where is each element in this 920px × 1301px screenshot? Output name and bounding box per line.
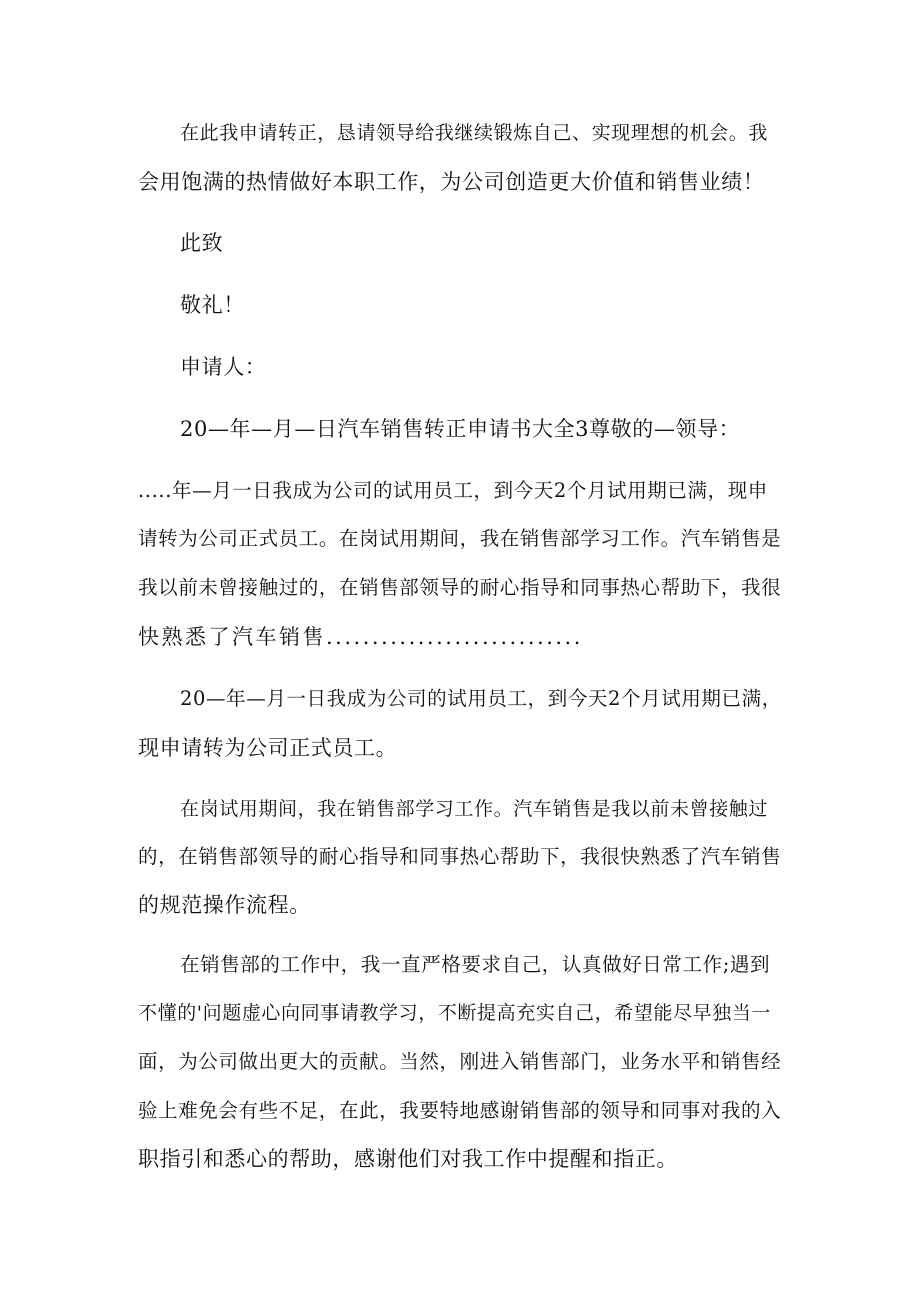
paragraph-5-line-2: 不懂的'问题虚心向同事请教学习，不断提高充实自己，希望能尽早独当一 bbox=[138, 1002, 772, 1024]
closing-regards: 敬礼！ bbox=[180, 293, 245, 317]
closing-salutation: 此致 bbox=[180, 231, 224, 255]
document-title-line: 20—年—月—日汽车销售转正申请书大全3尊敬的—领导： bbox=[180, 417, 741, 441]
paragraph-5-line-4: 验上难免会有些不足，在此，我要特地感谢销售部的领导和同事对我的入 bbox=[138, 1099, 782, 1122]
paragraph-3-line-2: 现申请转为公司正式员工。 bbox=[138, 736, 398, 760]
paragraph-5-line-3: 面，为公司做出更大的贡献。当然，刚进入销售部门，业务水平和销售经 bbox=[138, 1050, 782, 1073]
paragraph-4-line-2: 的，在销售部领导的耐心指导和同事热心帮助下，我很快熟悉了汽车销售 bbox=[138, 845, 782, 868]
paragraph-2-line-2: 请转为公司正式员工。在岗试用期间，我在销售部学习工作。汽车销售是 bbox=[138, 527, 782, 550]
paragraph-5-line-5: 职指引和悉心的帮助，感谢他们对我工作中提醒和指正。 bbox=[138, 1147, 678, 1171]
paragraph-2-line-4: 快熟悉了汽车销售............................ bbox=[138, 625, 583, 649]
paragraph-2-line-3: 我以前未曾接触过的，在销售部领导的耐心指导和同事热心帮助下，我很 bbox=[138, 576, 782, 599]
paragraph-5-line-1: 在销售部的工作中，我一直严格要求自己，认真做好日常工作;遇到 bbox=[180, 953, 771, 976]
paragraph-2-line-1: .....年—月一日我成为公司的试用员工，到今天2个月试用期已满，现申 bbox=[138, 479, 768, 502]
paragraph-1-line-1: 在此我申请转正，恳请领导给我继续锻炼自己、实现理想的机会。我 bbox=[180, 122, 769, 144]
paragraph-3-line-1: 20—年—月一日我成为公司的试用员工，到今天2个月试用期已满， bbox=[180, 687, 782, 710]
paragraph-1-line-2: 会用饱满的热情做好本职工作，为公司创造更大价值和销售业绩！ bbox=[138, 170, 765, 194]
paragraph-4-line-3: 的规范操作流程。 bbox=[138, 893, 311, 917]
applicant-label: 申请人： bbox=[180, 355, 267, 379]
paragraph-4-line-1: 在岗试用期间，我在销售部学习工作。汽车销售是我以前未曾接触过 bbox=[180, 798, 769, 820]
